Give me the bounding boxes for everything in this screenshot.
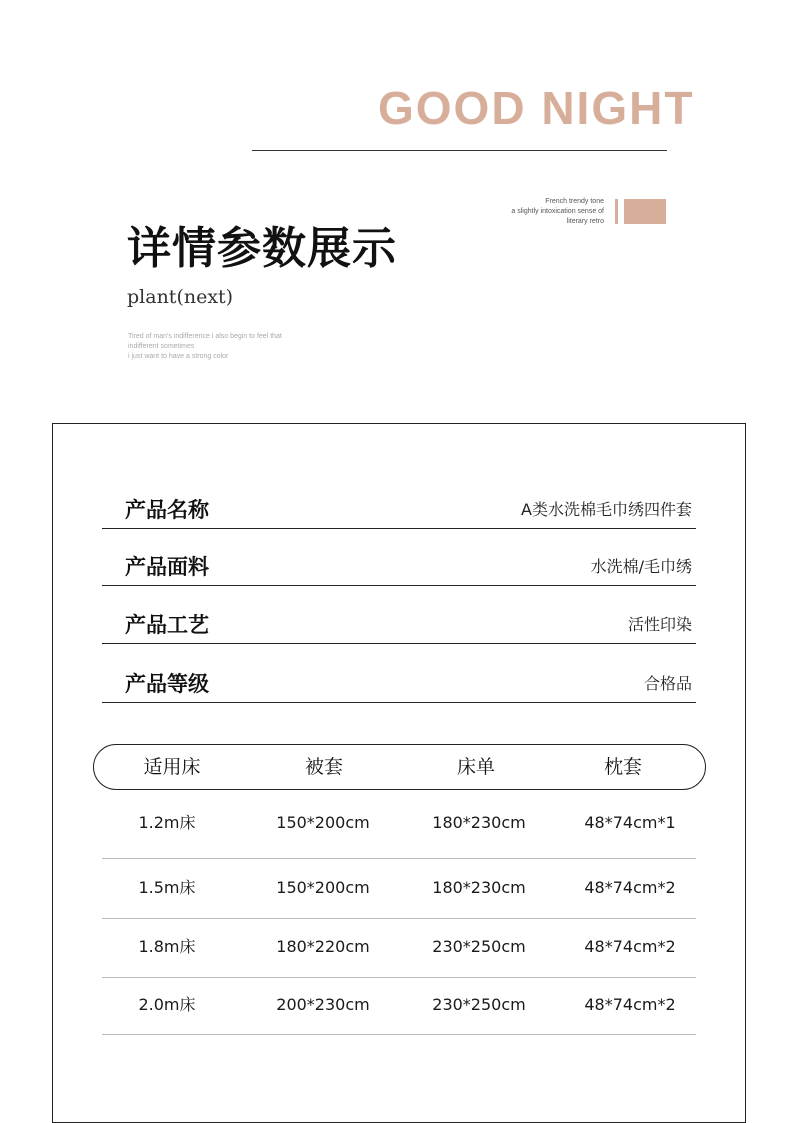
param-label: 产品工艺: [125, 613, 209, 637]
header-cell: 枕套: [603, 756, 642, 778]
table-cell: 1.8m床: [138, 937, 196, 956]
size-table-header: [93, 744, 706, 790]
page-title: 详情参数展示: [127, 223, 397, 274]
intro-line: i just want to have a strong color: [128, 353, 229, 360]
intro-text: [128, 332, 328, 362]
tone-line: French trendy tone: [545, 198, 604, 205]
param-label: 产品等级: [125, 672, 209, 696]
table-cell: 180*220cm: [276, 937, 370, 956]
row-divider: [102, 858, 696, 859]
table-row: [0, 873, 790, 903]
table-cell: 48*74cm*1: [584, 813, 676, 832]
table-cell: 230*250cm: [432, 937, 526, 956]
tone-caption: [440, 197, 604, 227]
intro-line: indifferent sometimes: [128, 343, 195, 350]
table-cell: 48*74cm*2: [584, 937, 676, 956]
param-value: 合格品: [643, 674, 692, 693]
table-cell: 150*200cm: [276, 813, 370, 832]
row-divider: [102, 585, 696, 586]
table-row: [0, 808, 790, 838]
param-row-fabric: [102, 546, 696, 586]
table-cell: 180*230cm: [432, 813, 526, 832]
row-divider: [102, 702, 696, 703]
table-cell: 180*230cm: [432, 878, 526, 897]
table-cell: 48*74cm*2: [584, 995, 676, 1014]
header-cell: 被套: [304, 756, 343, 778]
tone-line: literary retro: [566, 218, 604, 225]
row-divider: [102, 918, 696, 919]
param-label: 产品名称: [125, 498, 209, 522]
intro-line: Tired of man's indifference i also begin to feel that: [128, 333, 282, 340]
table-row: [0, 990, 790, 1020]
param-row-craft: [102, 604, 696, 644]
row-divider: [102, 528, 696, 529]
param-row-name: [102, 489, 696, 529]
table-cell: 150*200cm: [276, 878, 370, 897]
param-row-grade: [102, 663, 696, 703]
header-cell: 适用床: [143, 756, 201, 778]
table-row: [0, 932, 790, 962]
row-divider: [102, 977, 696, 978]
param-label: 产品面料: [125, 555, 209, 579]
table-cell: 2.0m床: [138, 995, 196, 1014]
color-swatch: [624, 199, 666, 224]
table-cell: 200*230cm: [276, 995, 370, 1014]
param-value: 活性印染: [627, 615, 692, 634]
divider: [252, 150, 667, 151]
row-divider: [102, 1034, 696, 1035]
brand-name: plant(next): [127, 286, 234, 308]
accent-bar: [615, 199, 618, 224]
tone-line: a slightly intoxication sense of: [511, 208, 604, 215]
param-value: A类水洗棉毛巾绣四件套: [521, 500, 692, 519]
table-cell: 1.5m床: [138, 878, 196, 897]
param-value: 水洗棉/毛巾绣: [590, 557, 692, 576]
table-cell: 230*250cm: [432, 995, 526, 1014]
table-cell: 1.2m床: [138, 813, 196, 832]
banner-title: GOOD NIGHT: [378, 82, 695, 134]
header-cell: 床单: [456, 756, 495, 778]
table-cell: 48*74cm*2: [584, 878, 676, 897]
row-divider: [102, 643, 696, 644]
